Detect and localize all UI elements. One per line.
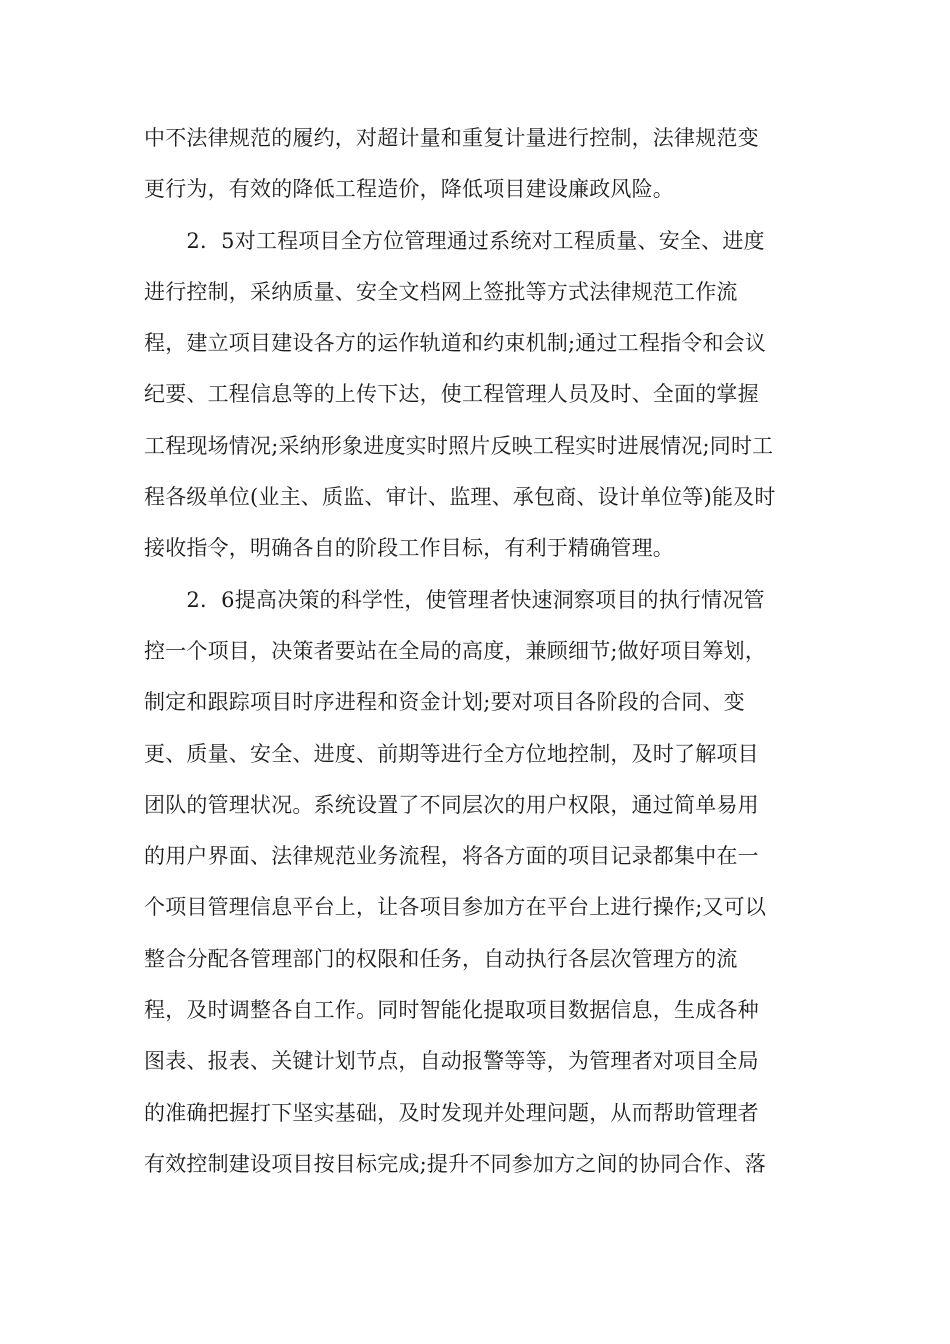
text-line: 整合分配各管理部门的权限和任务，自动执行各层次管理方的流 <box>144 946 738 971</box>
paragraph-start-line: 2．6提高决策的科学性，使管理者快速洞察项目的执行情况管 <box>144 587 765 612</box>
text-line: 接收指令，明确各自的阶段工作目标，有利于精确管理。 <box>144 536 674 561</box>
text-line: 更行为，有效的降低工程造价，降低项目建设廉政风险。 <box>144 177 674 202</box>
text-line: 个项目管理信息平台上，让各项目参加方在平台上进行操作;又可以 <box>144 895 767 920</box>
text-line: 更、质量、安全、进度、前期等进行全方位地控制，及时了解项目 <box>144 741 759 766</box>
text-line: 中不法律规范的履约，对超计量和重复计量进行控制，法律规范变 <box>144 126 759 150</box>
text-line: 程各级单位(业主、质监、审计、监理、承包商、设计单位等)能及时 <box>144 485 776 510</box>
text-line: 工程现场情况;采纳形象进度实时照片反映工程实时进展情况;同时工 <box>144 433 774 458</box>
text-line: 程，建立项目建设各方的运作轨道和约束机制;通过工程指令和会议 <box>144 331 767 356</box>
text-line: 团队的管理状况。系统设置了不同层次的用户权限，通过简单易用 <box>144 792 759 817</box>
text-line: 控一个项目，决策者要站在全局的高度，兼顾细节;做好项目筹划， <box>144 638 767 663</box>
body-text <box>144 113 812 1190</box>
text-line: 制定和跟踪项目时序进程和资金计划;要对项目各阶段的合同、变 <box>144 690 745 715</box>
text-line: 的准确把握打下坚实基础，及时发现并处理问题，从而帮助管理者 <box>144 1100 759 1125</box>
text-line: 的用户界面、法律规范业务流程，将各方面的项目记录都集中在一 <box>144 844 759 869</box>
text-line: 有效控制建设项目按目标完成;提升不同参加方之间的协同合作、落 <box>144 1151 767 1176</box>
text-line: 纪要、工程信息等的上传下达，使工程管理人员及时、全面的掌握 <box>144 382 759 407</box>
paragraph-start-line: 2．5对工程项目全方位管理通过系统对工程质量、安全、进度 <box>144 228 765 253</box>
text-line: 程，及时调整各自工作。同时智能化提取项目数据信息，生成各种 <box>144 998 759 1023</box>
text-line: 进行控制，采纳质量、安全文档网上签批等方式法律规范工作流 <box>144 279 738 304</box>
text-line: 图表、报表、关键计划节点，自动报警等等，为管理者对项目全局 <box>144 1049 759 1074</box>
